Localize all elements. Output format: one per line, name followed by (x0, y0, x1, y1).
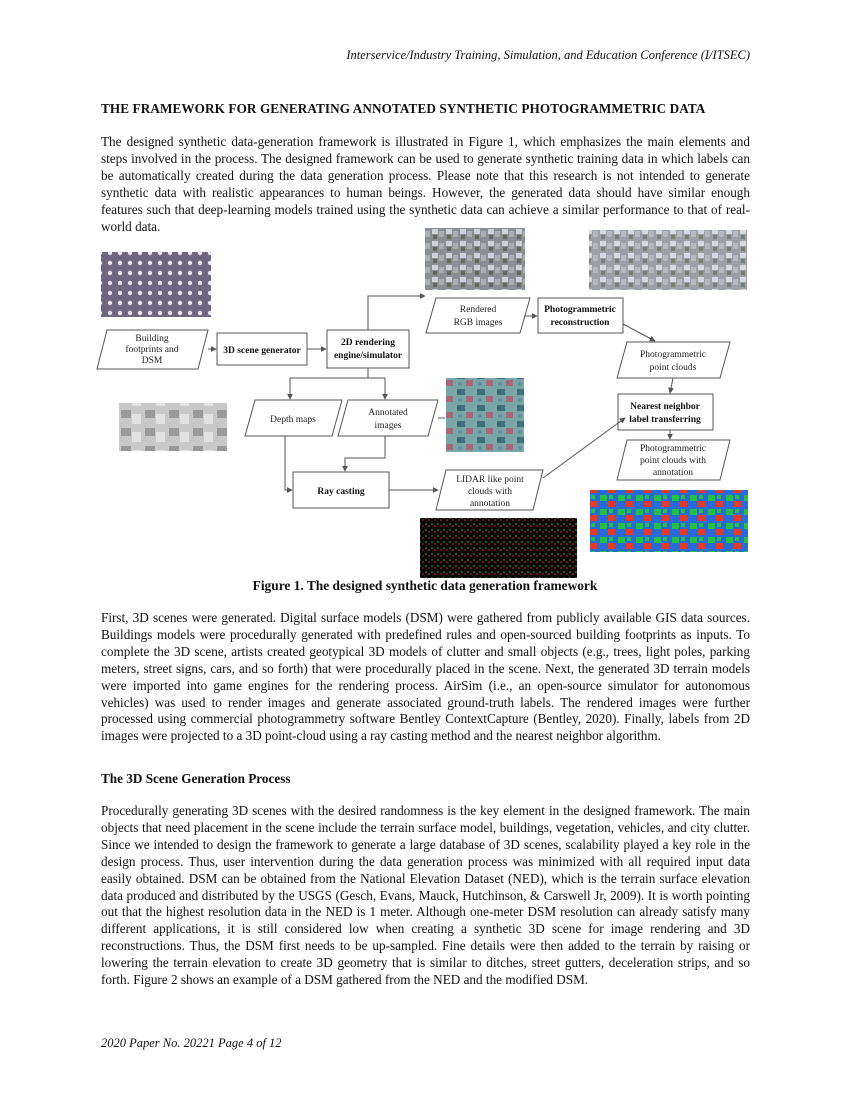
lidar-image (420, 518, 577, 578)
node-rendering-engine-l1: 2D rendering (341, 338, 395, 348)
node-nearest-neighbor-l1: Nearest neighbor (630, 402, 700, 412)
node-lidar-point-clouds-l1: LIDAR like point (456, 475, 524, 485)
node-building-footprints-l1: Building (135, 334, 169, 344)
node-annotated-point-clouds-l3: annotation (652, 468, 694, 478)
node-photogrammetric-point-clouds-l1: Photogrammetric (640, 350, 706, 360)
node-rendered-rgb-l2: RGB images (453, 318, 503, 328)
intro-paragraph: The designed synthetic data-generation framework is illustrated in Figure 1, which emphasizes the main elements and steps involved in the process. The designed framework can be used to generate synthetic training data in which labels can be automatically created during the data generation process. Please note that this research is not intended to generate synthetic data with realistic appearances to human beings. However, the generated data should have similar enough features such that deep-learning models trained using the synthetic data can achieve a similar performance to that of real-world data. (101, 134, 750, 234)
building-footprints-image (101, 252, 211, 317)
node-building-footprints-l3: DSM (141, 356, 163, 366)
node-nearest-neighbor-l2: label transferring (629, 415, 701, 425)
section-title: THE FRAMEWORK FOR GENERATING ANNOTATED SYNTHETIC PHOTOGRAMMETRIC DATA (101, 101, 706, 116)
node-lidar-point-clouds-l2: clouds with (467, 487, 513, 497)
node-annotated-point-clouds-l1: Photogrammetric (640, 444, 706, 454)
figure-caption: Figure 1. The designed synthetic data generation framework (252, 578, 598, 593)
node-photogrammetric-reconstruction-l2: reconstruction (550, 318, 610, 328)
node-photogrammetric-reconstruction-l1: Photogrammetric (544, 305, 616, 315)
node-annotated-images-l1: Annotated (368, 408, 408, 418)
node-depth-maps-label: Depth maps (270, 415, 316, 425)
annotated-image (446, 378, 524, 452)
node-rendering-engine (327, 330, 409, 368)
node-scene-generator-label: 3D scene generator (223, 346, 301, 356)
scene-paragraph: Procedurally generating 3D scenes with the desired randomness is the key element in the designed framework. The main objects that need placement in the scene include the terrain surface model, buildings, vegetation, vehicles, and city clutter. Since we intended to design the framework to generate a large database of 3D scenes, scalability played a key role in the design process. Thus, user intervention during the data generation process was minimized with all required input data easily obtained. DSM can be obtained from the National Elevation Dataset (NED), which is the terrain surface elevation data produced and distributed by the USGS (Gesch, Evans, Mauck, Hutchinson, & Carswell Jr, 2009). It is worth pointing out that the highest resolution data in the NED is 1 meter. Although one-meter DSM resolution can already satisfy many different applications, it is still considered low when creating a synthetic 3D scene for image rendering and 3D reconstructions. Thus, the DSM first needs to be up-sampled. Fine details were then added to the terrain by raising or lowering the terrain elevation to create 3D geometry that is similar to ditches, street gutters, deceleration strips, and so forth. Figure 2 shows an example of a DSM gathered from the NED and the modified DSM. (101, 803, 750, 988)
rendered-rgb-image (425, 228, 525, 290)
node-annotated-images-l2: images (374, 421, 402, 431)
depth-map-image (119, 403, 227, 451)
segmentation-image (590, 490, 748, 552)
node-lidar-point-clouds-l3: annotation (469, 499, 511, 509)
node-rendered-rgb-l1: Rendered (459, 305, 497, 315)
photogrammetric-image (589, 230, 747, 290)
node-photogrammetric-point-clouds-l2: point clouds (649, 363, 697, 373)
subsection-title: The 3D Scene Generation Process (101, 771, 291, 786)
node-building-footprints-l2: footprints and (125, 345, 179, 355)
node-rendering-engine-l2: engine/simulator (333, 351, 403, 361)
process-paragraph: First, 3D scenes were generated. Digital surface models (DSM) were gathered from publicly available GIS data sources. Buildings models were procedurally generated with predefined rules and open-sourced building footprints as inputs. To complete the 3D scene, artists created geotypical 3D models of clutter and small objects (e.g., trees, light poles, parking meters, street signs, cars, and so forth) that were procedurally placed in the scene. Next, the generated 3D terrain models were imported into game engines for the rendering process. AirSim (i.e., an open-source simulator for autonomous vehicles) was used to render images and generate associated ground-truth labels. The rendered images were further processed using commercial photogrammetry software Bentley ContextCapture (Bentley, 2020). Finally, labels from 2D images were projected to a 3D point-cloud using a ray casting method and the nearest neighbor algorithm. (101, 610, 750, 744)
node-annotated-point-clouds-l2: point clouds with (640, 456, 706, 466)
running-header: Interservice/Industry Training, Simulation, and Education Conference (I/ITSEC) (346, 48, 750, 62)
framework-diagram (95, 228, 755, 578)
node-ray-casting-label: Ray casting (317, 487, 365, 497)
page-footer: 2020 Paper No. 20221 Page 4 of 12 (101, 1036, 282, 1050)
